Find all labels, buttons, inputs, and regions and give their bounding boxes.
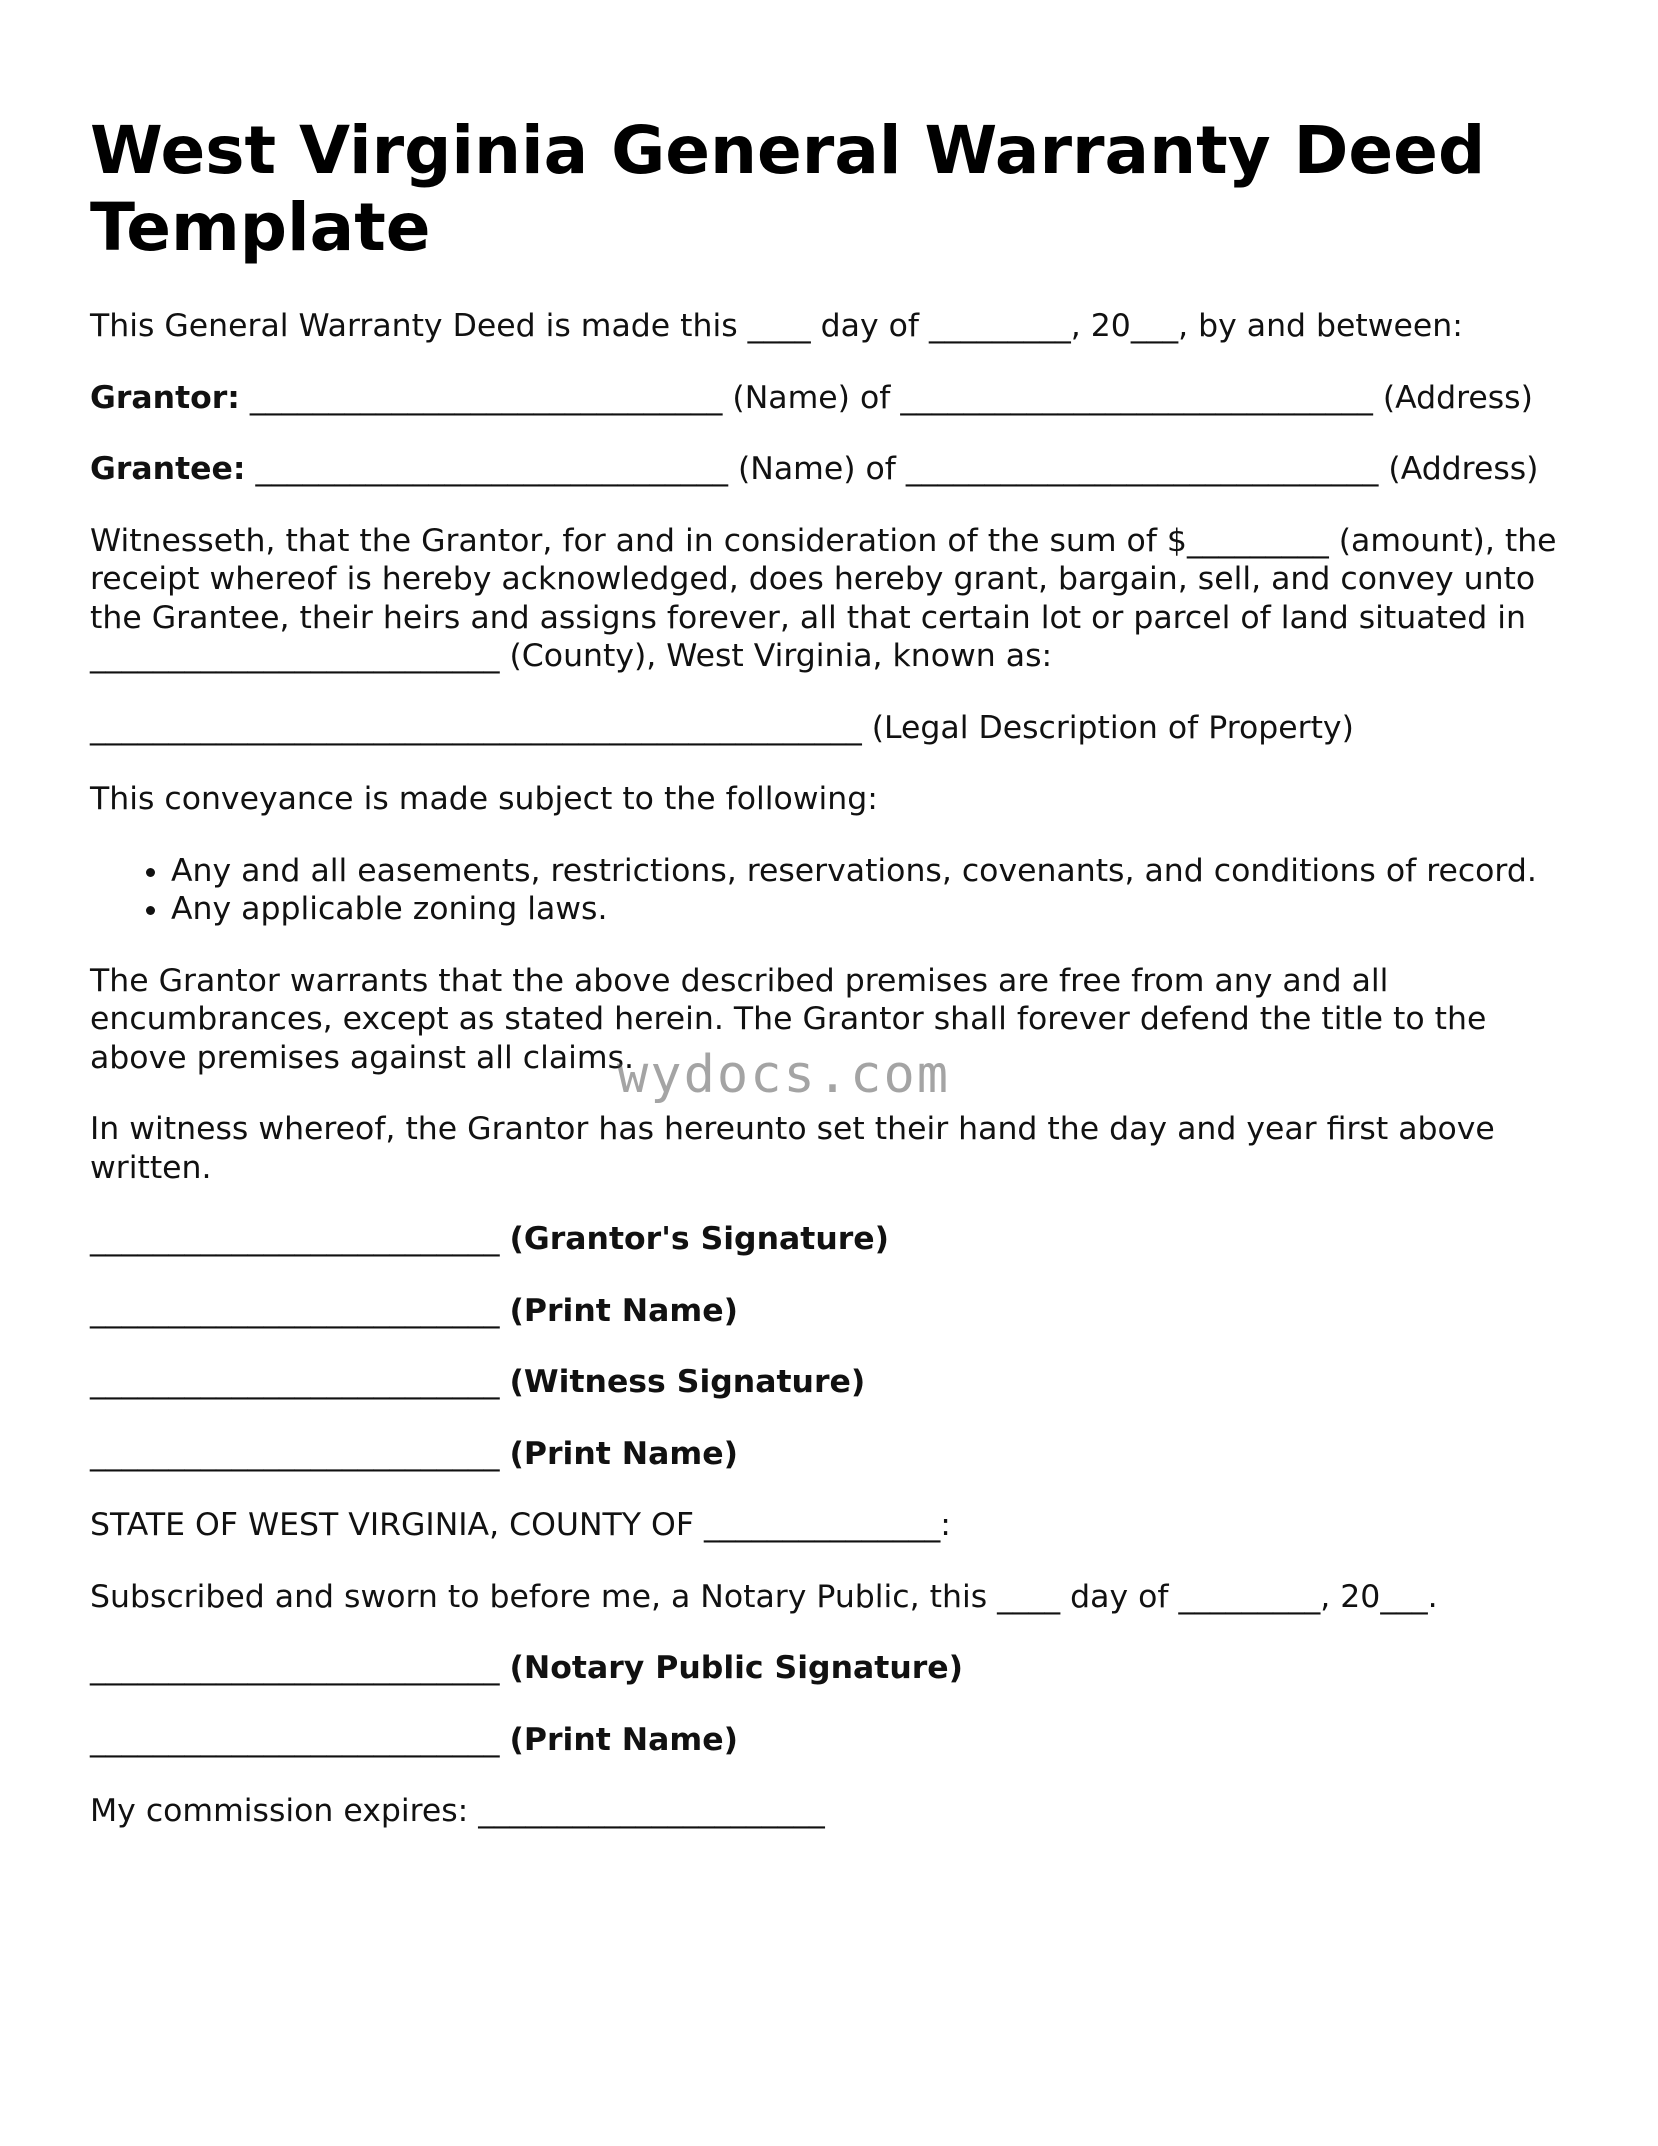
warranty-paragraph: The Grantor warrants that the above described premises are free from any and all encumbrances, except as stated herein. The Grantor shall forever defend the title to the above premises against all claims. [90, 962, 1487, 1076]
commission-expires-line: My commission expires: ______________________ [90, 1793, 825, 1829]
witness-print-name-row [90, 1435, 1570, 1474]
signature-line: __________________________ [90, 1292, 510, 1329]
witness-signature-row [90, 1363, 1570, 1402]
signature-line: __________________________ [90, 1650, 510, 1686]
grantor-fields: ______________________________ (Name) of ______________________________ (Address) [239, 379, 1533, 416]
list-item: • Any applicable zoning laws. [171, 890, 1570, 929]
print-name-label: (Print Name) [509, 1292, 738, 1329]
witnesseth-paragraph: Witnesseth, that the Grantor, for and in consideration of the sum of $_________ (amount), the receipt whereof is hereby acknowledged, does hereby grant, bargain, sell, and convey unto the Grantee, their heirs and assigns forever, all that certain lot or parcel of land situated in __________________________ (County), West Virginia, known as: [90, 522, 1557, 674]
notary-print-name-row [90, 1721, 1570, 1760]
in-witness-paragraph: In witness whereof, the Grantor has hereunto set their hand the day and year first above written. [90, 1111, 1495, 1186]
list-item: • Any and all easements, restrictions, reservations, covenants, and conditions of record. [171, 852, 1570, 891]
grantee-paragraph [90, 450, 1570, 489]
signature-line: __________________________ [90, 1364, 510, 1400]
grantor-signature-label: (Grantor's Signature) [509, 1221, 890, 1257]
signature-line: __________________________ [90, 1435, 510, 1472]
document-page [90, 112, 1570, 1864]
intro-paragraph: This General Warranty Deed is made this ____ day of _________, 20___, by and between: [90, 308, 1463, 344]
subject-to-paragraph: This conveyance is made subject to the following: [90, 781, 878, 817]
print-name-label: (Print Name) [509, 1721, 738, 1758]
grantor-paragraph [90, 379, 1570, 418]
grantee-fields: ______________________________ (Name) of ______________________________ (Address) [245, 451, 1539, 487]
print-name-label: (Print Name) [509, 1435, 738, 1472]
signature-line: __________________________ [90, 1721, 510, 1758]
subscribed-paragraph: Subscribed and sworn to before me, a Notary Public, this ____ day of _________, 20___. [90, 1578, 1438, 1615]
grantee-label: Grantee: [90, 451, 246, 487]
witness-signature-label: (Witness Signature) [509, 1364, 866, 1400]
notary-signature-label: (Notary Public Signature) [509, 1650, 964, 1686]
state-county-line: STATE OF WEST VIRGINIA, COUNTY OF _______________: [90, 1507, 951, 1543]
document-title: West Virginia General Warranty Deed Template [90, 112, 1486, 266]
grantor-signature-row [90, 1220, 1570, 1259]
legal-description-line: _________________________________________________ (Legal Description of Property) [90, 709, 1354, 746]
grantor-label: Grantor: [90, 379, 240, 416]
notary-signature-row [90, 1649, 1570, 1688]
grantor-print-name-row [90, 1292, 1570, 1331]
watermark: wydocs.com [617, 1045, 951, 1105]
signature-line: __________________________ [90, 1221, 510, 1257]
conditions-list [90, 852, 1570, 929]
